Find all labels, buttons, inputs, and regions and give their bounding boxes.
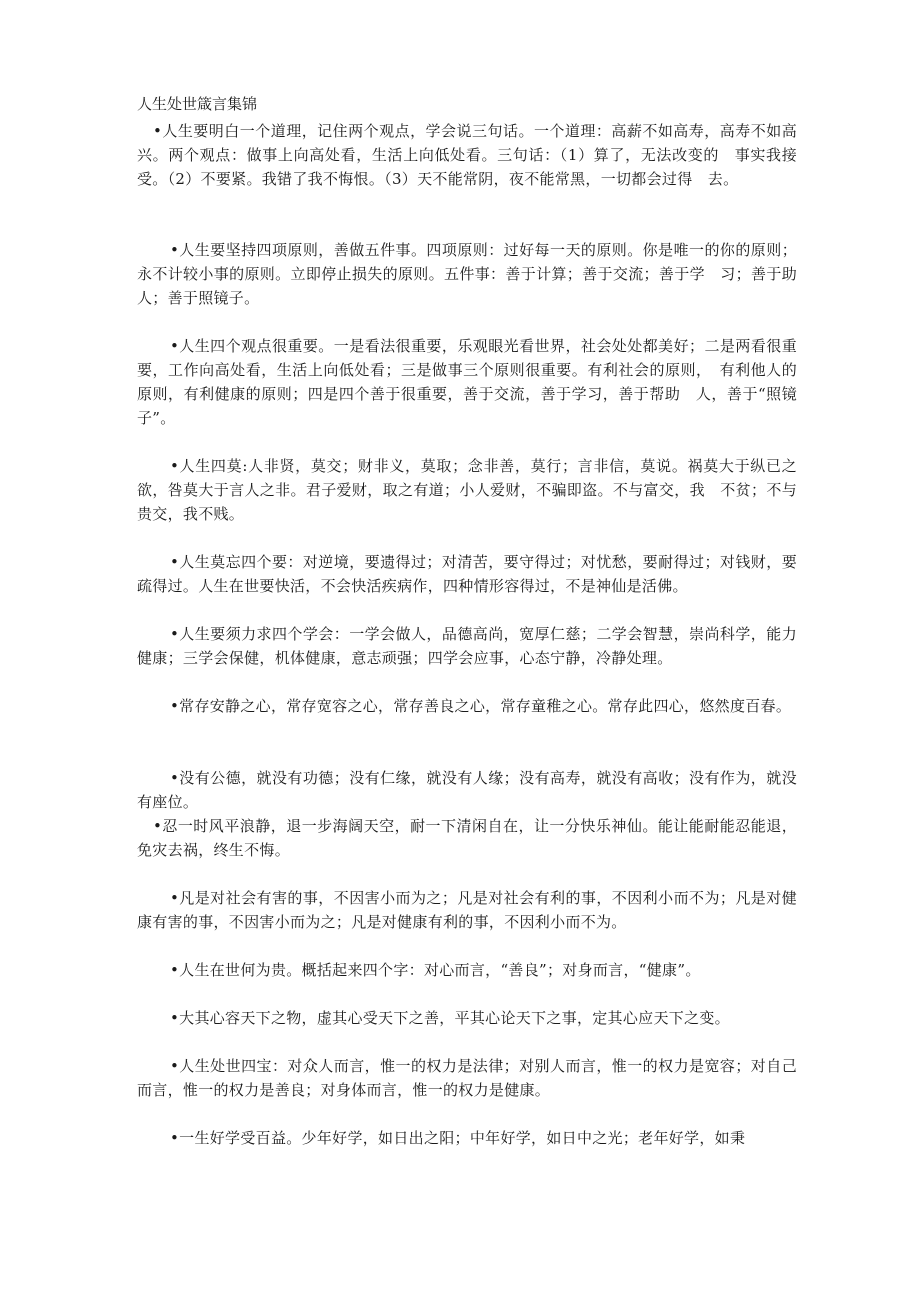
paragraph-6: •人生要须力求四个学会：一学会做人，品德高尚，宽厚仁慈；二学会智慧，崇尚科学，能力健康；三学会保健，机体健康，意志顽强；四学会应事，心态宁静，冷静处理。 <box>137 625 797 667</box>
paragraph-7: •常存安静之心，常存宽容之心，常存善良之心，常存童稚之心。常存此四心，悠然度百春。 <box>170 697 792 715</box>
paragraph-11: •人生在世何为贵。概括起来四个字：对心而言，“善良”；对身而言，“健康”。 <box>170 961 701 979</box>
document-title: 人生处世箴言集锦 <box>137 95 258 113</box>
paragraph-3: •人生四个观点很重要。一是看法很重要，乐观眼光看世界，社会处处都美好；二是两看很重要，工作向高处看，生活上向低处看；三是做事三个原则很重要。有利社会的原则， 有利他人的原则，有利健康的原则；四是四个善于很重要，善于交流，善于学习，善于帮助 人，善于“照镜子”。 <box>137 337 797 427</box>
paragraph-9: •忍一时风平浪静，退一步海阔天空，耐一下清闲自在，让一分快乐神仙。能让能耐能忍能退，免灾去祸，终生不悔。 <box>137 817 797 859</box>
paragraph-10: •凡是对社会有害的事，不因害小而为之；凡是对社会有利的事，不因利小而不为；凡是对健康有害的事，不因害小而为之；凡是对健康有利的事，不因利小而不为。 <box>137 889 797 931</box>
paragraph-13: •人生处世四宝：对众人而言，惟一的权力是法律；对别人而言，惟一的权力是宽容；对自己而言，惟一的权力是善良；对身体而言，惟一的权力是健康。 <box>137 1057 797 1099</box>
paragraph-8: •没有公德，就没有功德；没有仁缘，就没有人缘；没有高寿，就没有高收；没有作为，就没有座位。 <box>137 769 797 811</box>
paragraph-14: •一生好学受百益。少年好学，如日出之阳；中年好学，如日中之光；老年好学，如秉 <box>170 1129 746 1147</box>
paragraph-5: •人生莫忘四个要：对逆境，要遗得过；对清苦，要守得过；对忧愁，要耐得过；对钱财，要疏得过。人生在世要快活，不会快活疾病作，四种情形容得过，不是神仙是活佛。 <box>137 553 797 595</box>
paragraph-4: •人生四莫:人非贤，莫交；财非义，莫取；念非善，莫行；言非信，莫说。祸莫大于纵已之欲，咎莫大于言人之非。君子爱财，取之有道；小人爱财，不骗即盗。不与富交，我 不贫；不与贵交，我不贱。 <box>137 457 797 523</box>
paragraph-2: •人生要坚持四项原则，善做五件事。四项原则：过好每一天的原则。你是唯一的你的原则；永不计较小事的原则。立即停止损失的原则。五件事：善于计算；善于交流；善于学 习；善于助人；善于照镜子。 <box>137 241 797 307</box>
paragraph-12: •大其心容天下之物，虚其心受天下之善，平其心论天下之事，定其心应天下之变。 <box>170 1009 730 1027</box>
paragraph-1: •人生要明白一个道理，记住两个观点，学会说三句话。一个道理：高薪不如高寿，高寿不如高兴。两个观点：做事上向高处看，生活上向低处看。三句话：（1）算了，无法改变的 事实我接受。（2）不要紧。我错了我不悔恨。（3）天不能常阴，夜不能常黑，一切都会过得 去。 <box>137 122 797 188</box>
